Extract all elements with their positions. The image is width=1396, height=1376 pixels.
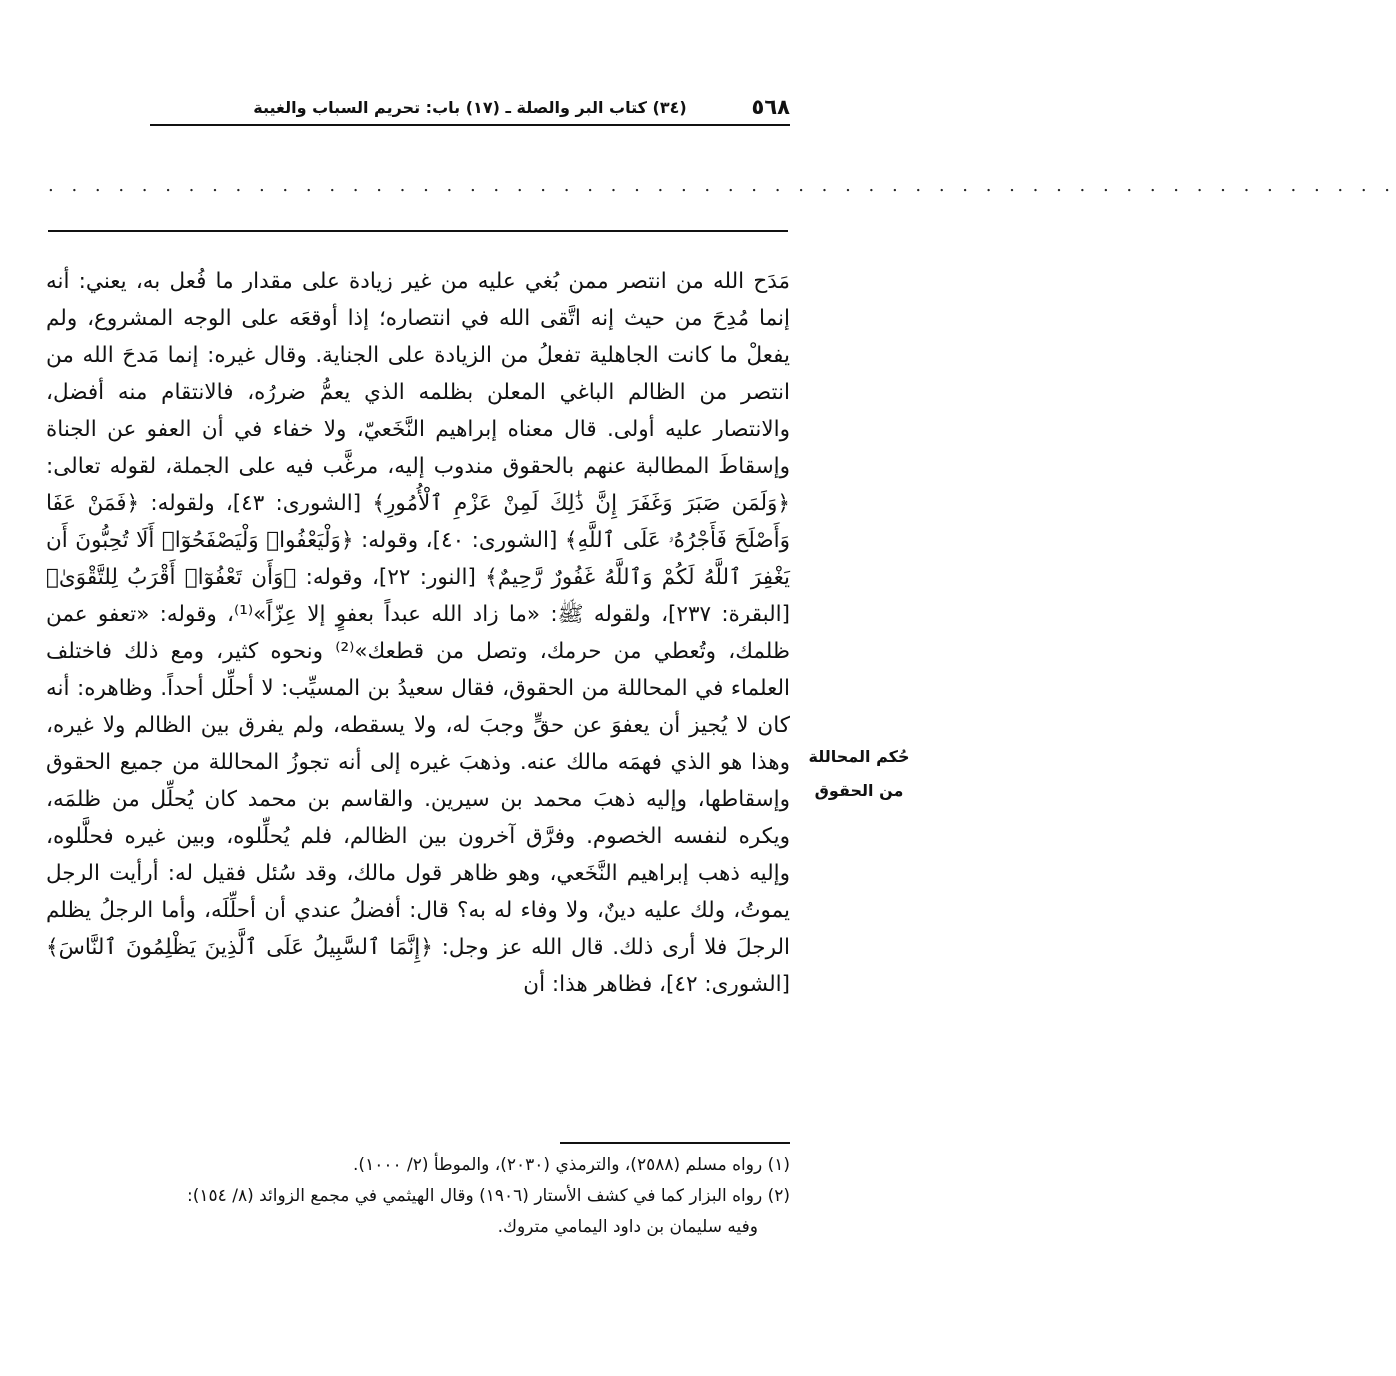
footnotes [46, 1150, 790, 1243]
margin-heading-line1: حُكم المحاللة [808, 747, 910, 766]
footnote-divider [560, 1142, 790, 1144]
page-header [150, 90, 790, 126]
running-head: (٣٤) كتاب البر والصلة ـ (١٧) باب: تحريم السباب والغيبة [253, 97, 687, 117]
margin-heading-line2: من الحقوق [814, 781, 904, 800]
footnote-2-continuation: وفيه سليمان بن داود اليمامي متروك. [497, 1217, 758, 1237]
page-number: ٥٦٨ [751, 95, 790, 119]
body-paragraph: مَدَح الله من انتصر ممن بُغي عليه من غير زيادة على مقدار ما فُعل به، يعني: أنه إنما مُدِحَ من حيث إنه اتَّقى الله في انتصاره؛ إذا أوقعَه على الوجه المشروع، ولم يفعلْ ما كانت الجاهلية تفعلُ من الزيادة على الجناية. وقال غيره: إنما مَدحَ الله من انتصر من الظالم الباغي المعلن بظلمه الذي يعمُّ ضررُه، فالانتقام منه أفضل، والانتصار عليه أولى. قال معناه إبراهيم النَّخَعيّ، ولا خفاء في أن العفو عن الجناة وإسقاطَ المطالبة عنهم بالحقوق مندوب إليه، مرغَّب فيه على الجملة، لقوله تعالى: ﴿وَلَمَن صَبَرَ وَغَفَرَ إِنَّ ذَٰلِكَ لَمِنْ عَزْمِ ٱلْأُمُورِ﴾ [الشورى: ٤٣]، ولقوله: ﴿فَمَنْ عَفَا وَأَصْلَحَ فَأَجْرُهُۥ عَلَى ٱللَّهِ﴾ [الشورى: ٤٠]، وقوله: ﴿وَلْيَعْفُوا۟ وَلْيَصْفَحُوٓا۟ أَلَا تُحِبُّونَ أَن يَغْفِرَ ٱللَّهُ لَكُمْ وَٱللَّهُ غَفُورٌ رَّحِيمٌ﴾ [النور: ٢٢]، وقوله: ﴿وَأَن تَعْفُوٓا۟ أَقْرَبُ لِلتَّقْوَىٰ﴾ [البقرة: ٢٣٧]، ولقوله ﷺ: «ما زاد الله عبداً بعفوٍ إلا عِزّاً»⁽¹⁾، وقوله: «تعفو عمن ظلمك، وتُعطي من حرمك، وتصل من قطعك»⁽²⁾ ونحوه كثير، ومع ذلك فاختلف العلماء في المحاللة من الحقوق، فقال سعيدُ بن المسيِّب: لا أحلِّل أحداً. وظاهره: أنه كان لا يُجيز أن يعفوَ عن حقٍّ وجبَ له، ولا يسقطه، ولم يفرق بين الظالم ولا غيره، وهذا هو الذي فهمَه مالك عنه. وذهبَ غيره إلى أنه تجوزُ المحاللة من جميع الحقوق وإسقاطها، وإليه ذهبَ محمد بن سيرين. والقاسم بن محمد كان يُحلِّل من ظلمَه، ويكره لنفسه الخصوم. وفرَّق آخرون بين الظالم، فلم يُحلِّلوه، وبين غيره فحلَّلوه، وإليه ذهب إبراهيم النَّخَعي، وهو ظاهر قول مالك، وقد سُئل فقيل له: أرأيت الرجل يموتُ، ولك عليه دينٌ، ولا وفاء له به؟ قال: أفضلُ عندي أن أحلِّلَه، وأما الرجلُ يظلم الرجلَ فلا أرى ذلك. قال الله عز وجل: ﴿إِنَّمَا ٱلسَّبِيلُ عَلَى ٱلَّذِينَ يَظْلِمُونَ ٱلنَّاسَ﴾ [الشورى: ٤٢]، فظاهر هذا: أن [46, 269, 791, 997]
elision-dots: . . . . . . . . . . . . . . . . . . . . . . . . . . . . . . . . . . . . . . . . . . . . . . . . . . . . . . . . . . [48, 175, 1396, 196]
footnote-2: (٢) رواه البزار كما في كشف الأستار (١٩٠٦) وقال الهيثمي في مجمع الزوائد (٨/ ١٥٤): [187, 1186, 790, 1206]
margin-heading [800, 740, 918, 808]
footnote-1: (١) رواه مسلم (٢٥٨٨)، والترمذي (٢٠٣٠)، والموطأ (٢/ ١٠٠٠). [353, 1155, 790, 1175]
main-text [46, 263, 790, 1003]
section-divider [48, 230, 788, 232]
